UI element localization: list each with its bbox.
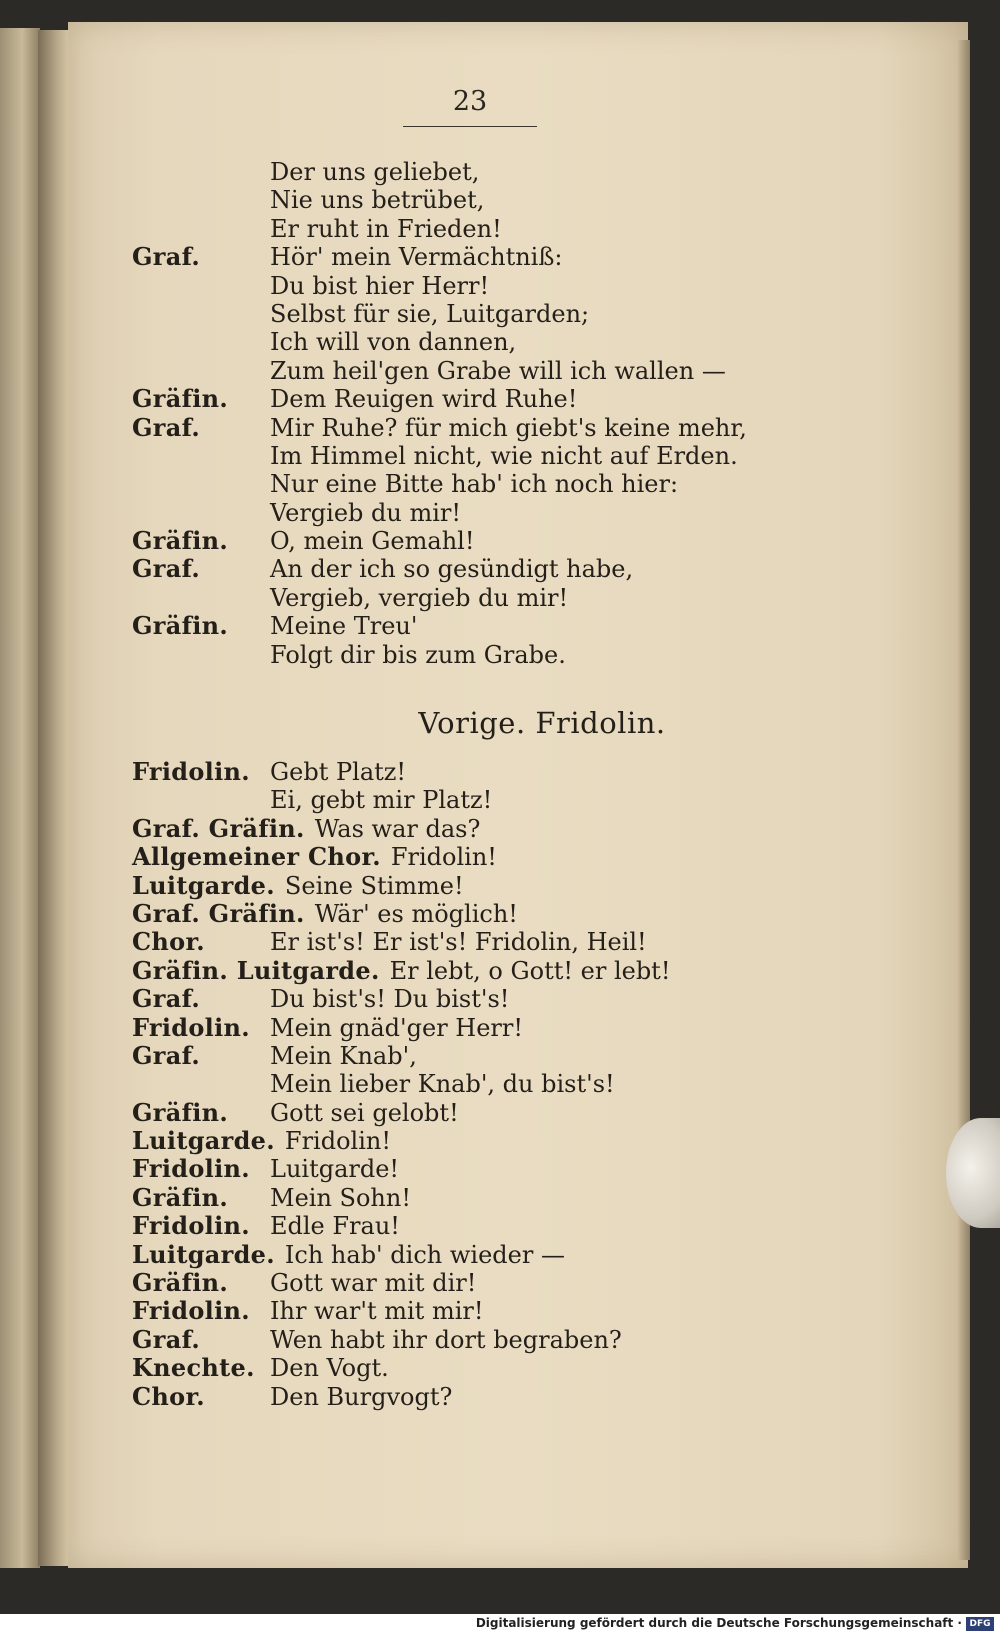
speaker-name: Fridolin. (132, 757, 250, 786)
verse-text: Du bist's! Du bist's! (270, 985, 510, 1014)
verse-text: Nur eine Bitte hab' ich noch hier: (270, 470, 679, 499)
dialogue-block-1 (132, 158, 952, 669)
dialogue-line (132, 843, 952, 871)
verse-text: Fridolin! (284, 1127, 391, 1156)
verse-text: Ich will von dannen, (270, 328, 517, 357)
dialogue-line (132, 158, 952, 186)
speaker-name: Gräfin. (132, 611, 229, 641)
dialogue-line (132, 1383, 952, 1411)
verse-text: Den Vogt. (270, 1354, 389, 1383)
speaker-name: Chor. (132, 927, 205, 957)
verse-text: Den Burgvogt? (270, 1382, 453, 1411)
speaker-name: Knechte. (132, 1353, 255, 1383)
dialogue-line (132, 641, 952, 669)
verse-text: Ei, gebt mir Platz! (270, 786, 493, 815)
dialogue-line (132, 872, 952, 900)
verse-text: Wen habt ihr dort begraben? (270, 1325, 622, 1354)
dialogue-line (132, 786, 952, 814)
facing-page-edge (0, 28, 40, 1568)
dialogue-line (132, 985, 952, 1013)
verse-text: Dem Reuigen wird Ruhe! (270, 385, 578, 414)
speaker-name: Gräfin. (132, 384, 229, 414)
speaker-name: Fridolin. (132, 1211, 250, 1241)
speaker-name: Gräfin. (132, 1182, 229, 1212)
speaker-name: Graf. (132, 1324, 201, 1354)
verse-text: Ihr war't mit mir! (270, 1297, 484, 1326)
dialogue-line (132, 499, 952, 527)
dialogue-line (132, 815, 952, 843)
speaker-name: Fridolin. (132, 1154, 250, 1184)
verse-text: Edle Frau! (270, 1212, 400, 1241)
speaker-name: Gräfin. Luitgarde. (132, 955, 380, 985)
dialogue-line (132, 1241, 952, 1269)
speaker-name: Graf. (132, 1040, 201, 1070)
verse-text: Er lebt, o Gott! er lebt! (389, 956, 671, 985)
speaker-name: Gräfin. (132, 1268, 229, 1298)
dialogue-line (132, 1269, 952, 1297)
dialogue-line (132, 1127, 952, 1155)
verse-text: Mir Ruhe? für mich giebt's keine mehr, (270, 413, 747, 442)
verse-text: Seine Stimme! (284, 871, 464, 900)
dialogue-line (132, 957, 952, 985)
speaker-name: Luitgarde. (132, 1126, 275, 1156)
verse-text: Meine Treu' (270, 612, 418, 641)
speaker-name: Gräfin. (132, 1097, 229, 1127)
dialogue-line (132, 1042, 952, 1070)
verse-text: Was war das? (314, 814, 481, 843)
dialogue-line (132, 1212, 952, 1240)
speaker-name: Graf. Gräfin. (132, 898, 305, 928)
dialogue-line (132, 1155, 952, 1183)
dialogue-line (132, 215, 952, 243)
dialogue-line (132, 470, 952, 498)
verse-text: Vergieb du mir! (270, 498, 462, 527)
dialogue-line (132, 928, 952, 956)
dialogue-line (132, 243, 952, 271)
dialogue-line (132, 414, 952, 442)
dialogue-line (132, 1354, 952, 1382)
dialogue-line (132, 1099, 952, 1127)
verse-text: Selbst für sie, Luitgarden; (270, 299, 590, 328)
verse-text: Du bist hier Herr! (270, 271, 490, 300)
verse-text: An der ich so gesündigt habe, (270, 555, 634, 584)
verse-text: Folgt dir bis zum Grabe. (270, 640, 566, 669)
dialogue-line (132, 328, 952, 356)
verse-text: Mein gnäd'ger Herr! (270, 1013, 524, 1042)
book-gutter (38, 30, 70, 1566)
footer-credit: Digitalisierung gefördert durch die Deutsche Forschungsgemeinschaft · (475, 1616, 962, 1630)
verse-text: Er ruht in Frieden! (270, 214, 502, 243)
dialogue-line (132, 584, 952, 612)
dialogue-line (132, 300, 952, 328)
scene-heading: Vorige. Fridolin. (418, 706, 666, 740)
dialogue-line (132, 527, 952, 555)
dialogue-block-2 (132, 758, 952, 1411)
dialogue-line (132, 1326, 952, 1354)
header-rule (403, 126, 537, 127)
verse-text: Gebt Platz! (270, 758, 407, 786)
verse-text: Vergieb, vergieb du mir! (270, 583, 569, 612)
speaker-name: Graf. (132, 412, 201, 442)
dialogue-line (132, 357, 952, 385)
dialogue-line (132, 612, 952, 640)
verse-text: Wär' es möglich! (314, 899, 518, 928)
verse-text: Der uns geliebet, (270, 158, 480, 186)
speaker-name: Luitgarde. (132, 870, 275, 900)
speaker-name: Graf. (132, 554, 201, 584)
dfg-logo: DFG (966, 1617, 994, 1631)
speaker-name: Chor. (132, 1381, 205, 1411)
speaker-name: Graf. (132, 984, 201, 1014)
speaker-name: Graf. Gräfin. (132, 813, 305, 843)
verse-text: Nie uns betrübet, (270, 186, 485, 215)
verse-text: Im Himmel nicht, wie nicht auf Erden. (270, 441, 738, 470)
verse-text: Luitgarde! (270, 1155, 400, 1184)
verse-text: Zum heil'gen Grabe will ich wallen — (270, 356, 726, 385)
footer-bar (0, 1614, 1000, 1635)
dialogue-line (132, 555, 952, 583)
verse-text: Gott sei gelobt! (270, 1098, 459, 1127)
page-number: 23 (452, 86, 488, 117)
dialogue-line (132, 758, 952, 786)
speaker-name: Fridolin. (132, 1296, 250, 1326)
page-stack-edge (958, 40, 970, 1560)
dialogue-line (132, 186, 952, 214)
verse-text: O, mein Gemahl! (270, 527, 475, 556)
verse-text: Mein lieber Knab', du bist's! (270, 1070, 615, 1099)
dialogue-line (132, 1014, 952, 1042)
dialogue-line (132, 1297, 952, 1325)
verse-text: Gott war mit dir! (270, 1269, 477, 1298)
speaker-name: Gräfin. (132, 526, 229, 556)
verse-text: Er ist's! Er ist's! Fridolin, Heil! (270, 928, 647, 957)
dialogue-line (132, 1070, 952, 1098)
speaker-name: Luitgarde. (132, 1239, 275, 1269)
speaker-name: Allgemeiner Chor. (132, 842, 381, 872)
speaker-name: Fridolin. (132, 1012, 250, 1042)
speaker-name: Graf. (132, 242, 201, 272)
dialogue-line (132, 1184, 952, 1212)
verse-text: Mein Sohn! (270, 1183, 411, 1212)
verse-text: Mein Knab', (270, 1041, 417, 1070)
verse-text: Fridolin! (390, 843, 497, 872)
dialogue-line (132, 272, 952, 300)
dialogue-line (132, 442, 952, 470)
dialogue-line (132, 900, 952, 928)
verse-text: Ich hab' dich wieder — (284, 1240, 565, 1269)
verse-text: Hör' mein Vermächtniß: (270, 243, 563, 272)
dialogue-line (132, 385, 952, 413)
